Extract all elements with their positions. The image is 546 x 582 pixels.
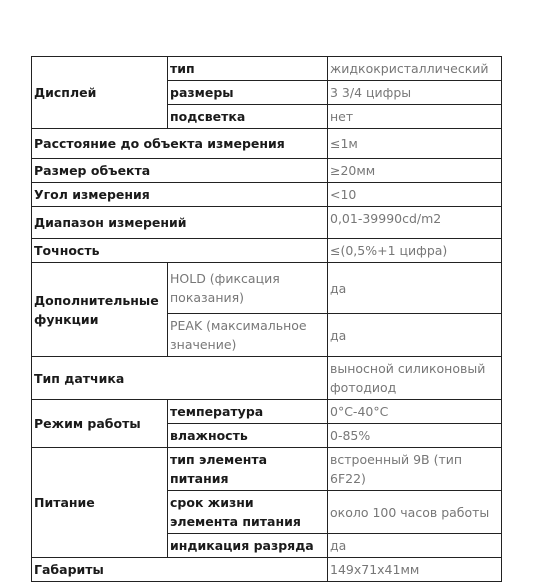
row-label: Расстояние до объекта измерения xyxy=(32,129,328,159)
row-value: встроенный 9В (тип 6F22) xyxy=(328,448,502,491)
row-value: 0°C-40°C xyxy=(328,400,502,424)
row-value: да xyxy=(328,314,502,357)
row-label: Тип датчика xyxy=(32,357,328,400)
table-row xyxy=(32,400,502,424)
row-value: жидкокристаллический xyxy=(328,57,502,81)
row-label: Дополнительные функции xyxy=(32,263,168,357)
row-value: выносной силиконовый фотодиод xyxy=(328,357,502,400)
row-value: нет xyxy=(328,105,502,129)
row-label: Размер объекта xyxy=(32,159,328,183)
table-row xyxy=(32,129,502,159)
row-label: Диапазон измерений xyxy=(32,207,328,239)
row-value: 0-85% xyxy=(328,424,502,448)
row-value: ≥20мм xyxy=(328,159,502,183)
row-label: Точность xyxy=(32,239,328,263)
row-value: ≤(0,5%+1 цифра) xyxy=(328,239,502,263)
table-row xyxy=(32,448,502,491)
row-sublabel: подсветка xyxy=(168,105,328,129)
row-sublabel: тип элемента питания xyxy=(168,448,328,491)
row-sublabel: температура xyxy=(168,400,328,424)
row-sublabel: влажность xyxy=(168,424,328,448)
row-value: <10 xyxy=(328,183,502,207)
row-sublabel: HOLD (фиксация показания) xyxy=(168,263,328,314)
row-sublabel: размеры xyxy=(168,81,328,105)
table-row xyxy=(32,57,502,81)
table-row xyxy=(32,263,502,314)
row-value: 3 3/4 цифры xyxy=(328,81,502,105)
table-row xyxy=(32,357,502,400)
row-sublabel: срок жизни элемента питания xyxy=(168,491,328,534)
row-sublabel: индикация разряда xyxy=(168,534,328,558)
row-value: да xyxy=(328,263,502,314)
row-value: да xyxy=(328,534,502,558)
row-label: Питание xyxy=(32,448,168,558)
row-value: около 100 часов работы xyxy=(328,491,502,534)
row-value: ≤1м xyxy=(328,129,502,159)
row-label: Дисплей xyxy=(32,57,168,129)
row-value: 0,01-39990cd/m2 xyxy=(328,207,502,239)
row-label: Угол измерения xyxy=(32,183,328,207)
row-sublabel: PEAK (максимальное значение) xyxy=(168,314,328,357)
table-row xyxy=(32,239,502,263)
row-label: Габариты xyxy=(32,558,328,582)
spec-table xyxy=(31,56,502,582)
table-row xyxy=(32,159,502,183)
row-label: Режим работы xyxy=(32,400,168,448)
table-row xyxy=(32,207,502,239)
row-value: 149x71x41мм xyxy=(328,558,502,582)
row-sublabel: тип xyxy=(168,57,328,81)
table-row xyxy=(32,183,502,207)
